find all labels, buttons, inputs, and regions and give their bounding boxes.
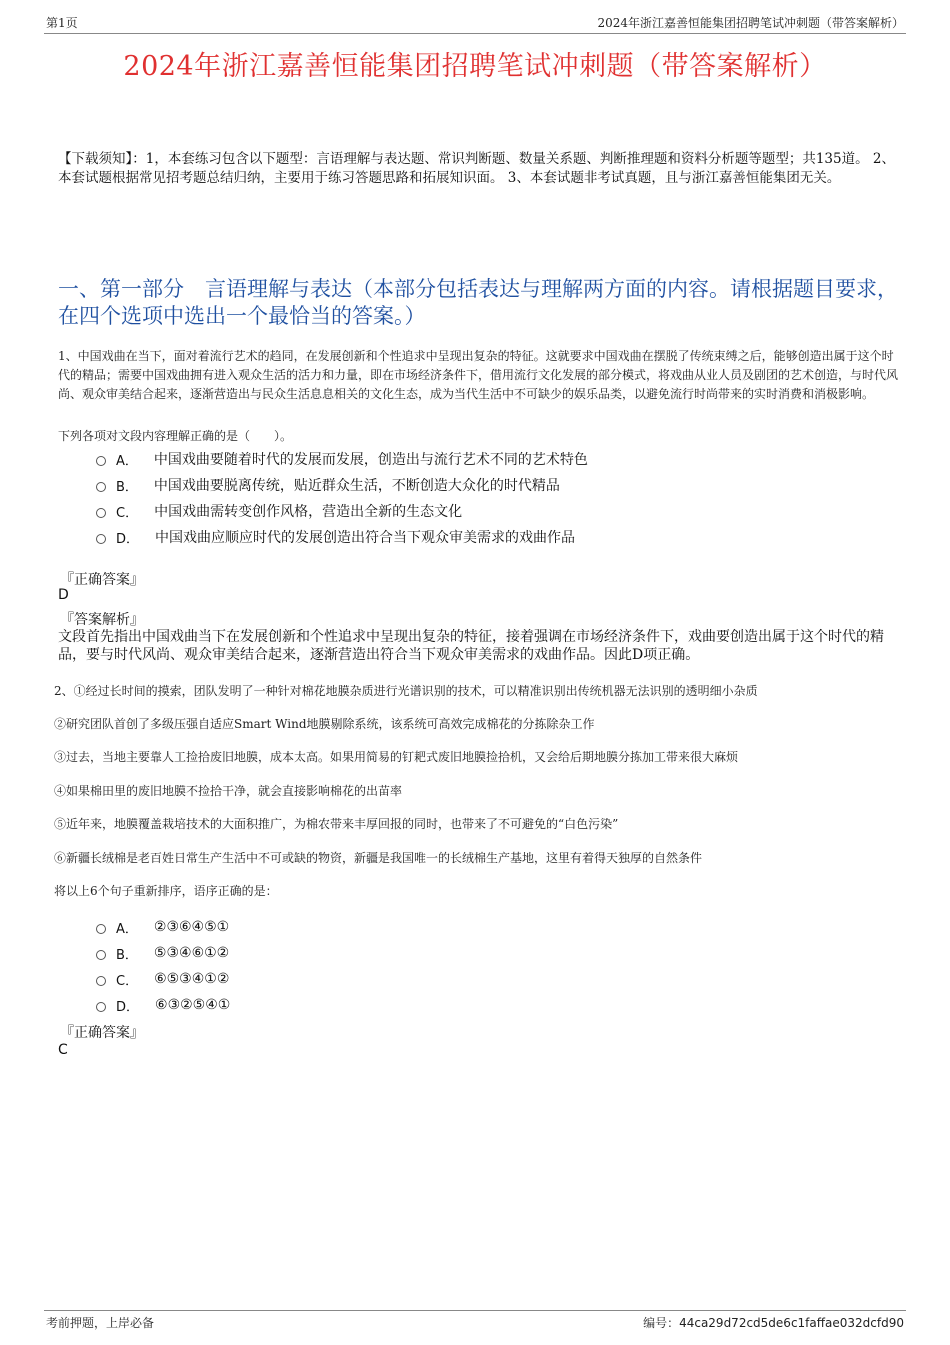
q2-sentence-6: ⑥新疆长绒棉是老百姓日常生产生活中不可或缺的物资，新疆是我国唯一的长绒棉生产基地，这里有着得天独厚的自然条件 [54, 851, 703, 865]
q2-answer-label: 『正确答案』 [60, 1025, 144, 1041]
radio-icon[interactable] [96, 534, 106, 544]
option-text: ⑥⑤③④①② [154, 971, 230, 987]
q1-analysis-label: 『答案解析』 [60, 612, 144, 628]
q1-option-a[interactable] [96, 449, 588, 469]
option-text: ②③⑥④⑤① [153, 919, 230, 935]
option-letter: B． [116, 947, 138, 963]
running-header-title: 2024年浙江嘉善恒能集团招聘笔试冲刺题（带答案解析） [597, 16, 904, 30]
radio-icon[interactable] [96, 508, 106, 518]
q1-answer-label: 『正确答案』 [60, 572, 144, 588]
q2-sentence-3: ③过去，当地主要靠人工捡拾废旧地膜，成本太高。如果用简易的钉耙式废旧地膜捡拾机，又会给后期地膜分拣加工带来很大麻烦 [54, 750, 739, 764]
q2-answer: C [58, 1042, 68, 1058]
download-notice: 【下载须知】：1，本套练习包含以下题型：言语理解与表达题、常识判断题、数量关系题、判断推理题和资料分析题等题型；共135道。 2、本套试题根据常见招考题总结归纳，主要用于练习答题思路和拓展知识面。 3、本套试题非考试真题，且与浙江嘉善恒能集团无关。 [58, 151, 895, 186]
option-text: ⑤③④⑥①② [153, 945, 230, 961]
q1-prompt: 下列各项对文段内容理解正确的是（ ）。 [58, 429, 293, 443]
option-text: ⑥③②⑤④① [155, 997, 231, 1013]
option-text: 中国戏曲应顺应时代的发展创造出符合当下观众审美需求的戏曲作品 [155, 530, 576, 546]
radio-icon[interactable] [96, 456, 106, 466]
option-text: 中国戏曲需转变创作风格，营造出全新的生态文化 [154, 504, 463, 520]
section-heading: 一、第一部分 言语理解与表达（本部分包括表达与理解两方面的内容。请根据题目要求，在四个选项中选出一个最恰当的答案。） [58, 277, 898, 328]
q1-passage: 1、中国戏曲在当下，面对着流行艺术的趋同，在发展创新和个性追求中呈现出复杂的特征。这就要求中国戏曲在摆脱了传统束缚之后，能够创造出属于这个时代的精品；需要中国戏曲拥有进入观众生活的活力和力量，即在市场经济条件下，借用流行文化发展的部分模式，将戏曲从业人员及剧团的艺术创造，与时代风尚、观众审美结合起来，逐渐营造出与民众生活息息相关的文化生态，成为当代生活中不可缺少的娱乐品类，以避免流行时尚带来的实时消费和消极影响。 [58, 349, 899, 401]
q1-analysis: 文段首先指出中国戏曲当下在发展创新和个性追求中呈现出复杂的特征，接着强调在市场经济条件下，戏曲要创造出属于这个时代的精品，要与时代风尚、观众审美结合起来，逐渐营造出符合当下观众审美需求的戏曲作品。因此D项正确。 [58, 629, 884, 663]
footer-rule [44, 1310, 906, 1311]
q2-option-b[interactable] [96, 943, 229, 963]
q2-option-c[interactable] [96, 969, 229, 989]
document-title: 2024年浙江嘉善恒能集团招聘笔试冲刺题（带答案解析） [123, 51, 827, 82]
q1-option-d[interactable] [96, 527, 575, 547]
option-letter: C． [116, 973, 139, 989]
page-number: 第1页 [46, 16, 78, 30]
option-letter: A． [116, 921, 138, 937]
option-letter: D． [116, 531, 140, 547]
q2-prompt: 将以上6个句子重新排序，语序正确的是： [54, 884, 278, 898]
q1-option-c[interactable] [96, 501, 462, 521]
option-text: 中国戏曲要脱离传统，贴近群众生活，不断创造大众化的时代精品 [153, 478, 560, 494]
radio-icon[interactable] [96, 924, 106, 934]
option-letter: D． [116, 999, 140, 1015]
radio-icon[interactable] [96, 1002, 106, 1012]
option-letter: C． [116, 505, 139, 521]
q1-option-b[interactable] [96, 475, 560, 495]
radio-icon[interactable] [96, 482, 106, 492]
radio-icon[interactable] [96, 976, 106, 986]
q2-sentence-5: ⑤近年来，地膜覆盖栽培技术的大面积推广，为棉农带来丰厚回报的同时，也带来了不可避免的“白色污染” [54, 817, 619, 831]
q2-sentence-4: ④如果棉田里的废旧地膜不捡拾干净，就会直接影响棉花的出苗率 [54, 784, 403, 798]
option-text: 中国戏曲要随着时代的发展而发展，创造出与流行艺术不同的艺术特色 [153, 452, 588, 468]
radio-icon[interactable] [96, 950, 106, 960]
footer-slogan: 考前押题，上岸必备 [46, 1316, 155, 1330]
option-letter: A． [116, 453, 138, 469]
document-code: 编号：44ca29d72cd5de6c1faffae032dcfd90 [643, 1316, 904, 1330]
q2-option-a[interactable] [96, 917, 229, 937]
header-rule [44, 33, 906, 34]
q1-answer: D [58, 587, 69, 603]
option-letter: B． [116, 479, 138, 495]
q2-option-d[interactable] [96, 995, 230, 1015]
q2-sentence-1: 2、①经过长时间的摸索，团队发明了一种针对棉花地膜杂质进行光谱识别的技术，可以精准识别出传统机器无法识别的透明细小杂质 [54, 684, 758, 698]
q2-sentence-2: ②研究团队首创了多级压强自适应Smart Wind地膜剔除系统，该系统可高效完成棉花的分拣除杂工作 [54, 717, 595, 731]
